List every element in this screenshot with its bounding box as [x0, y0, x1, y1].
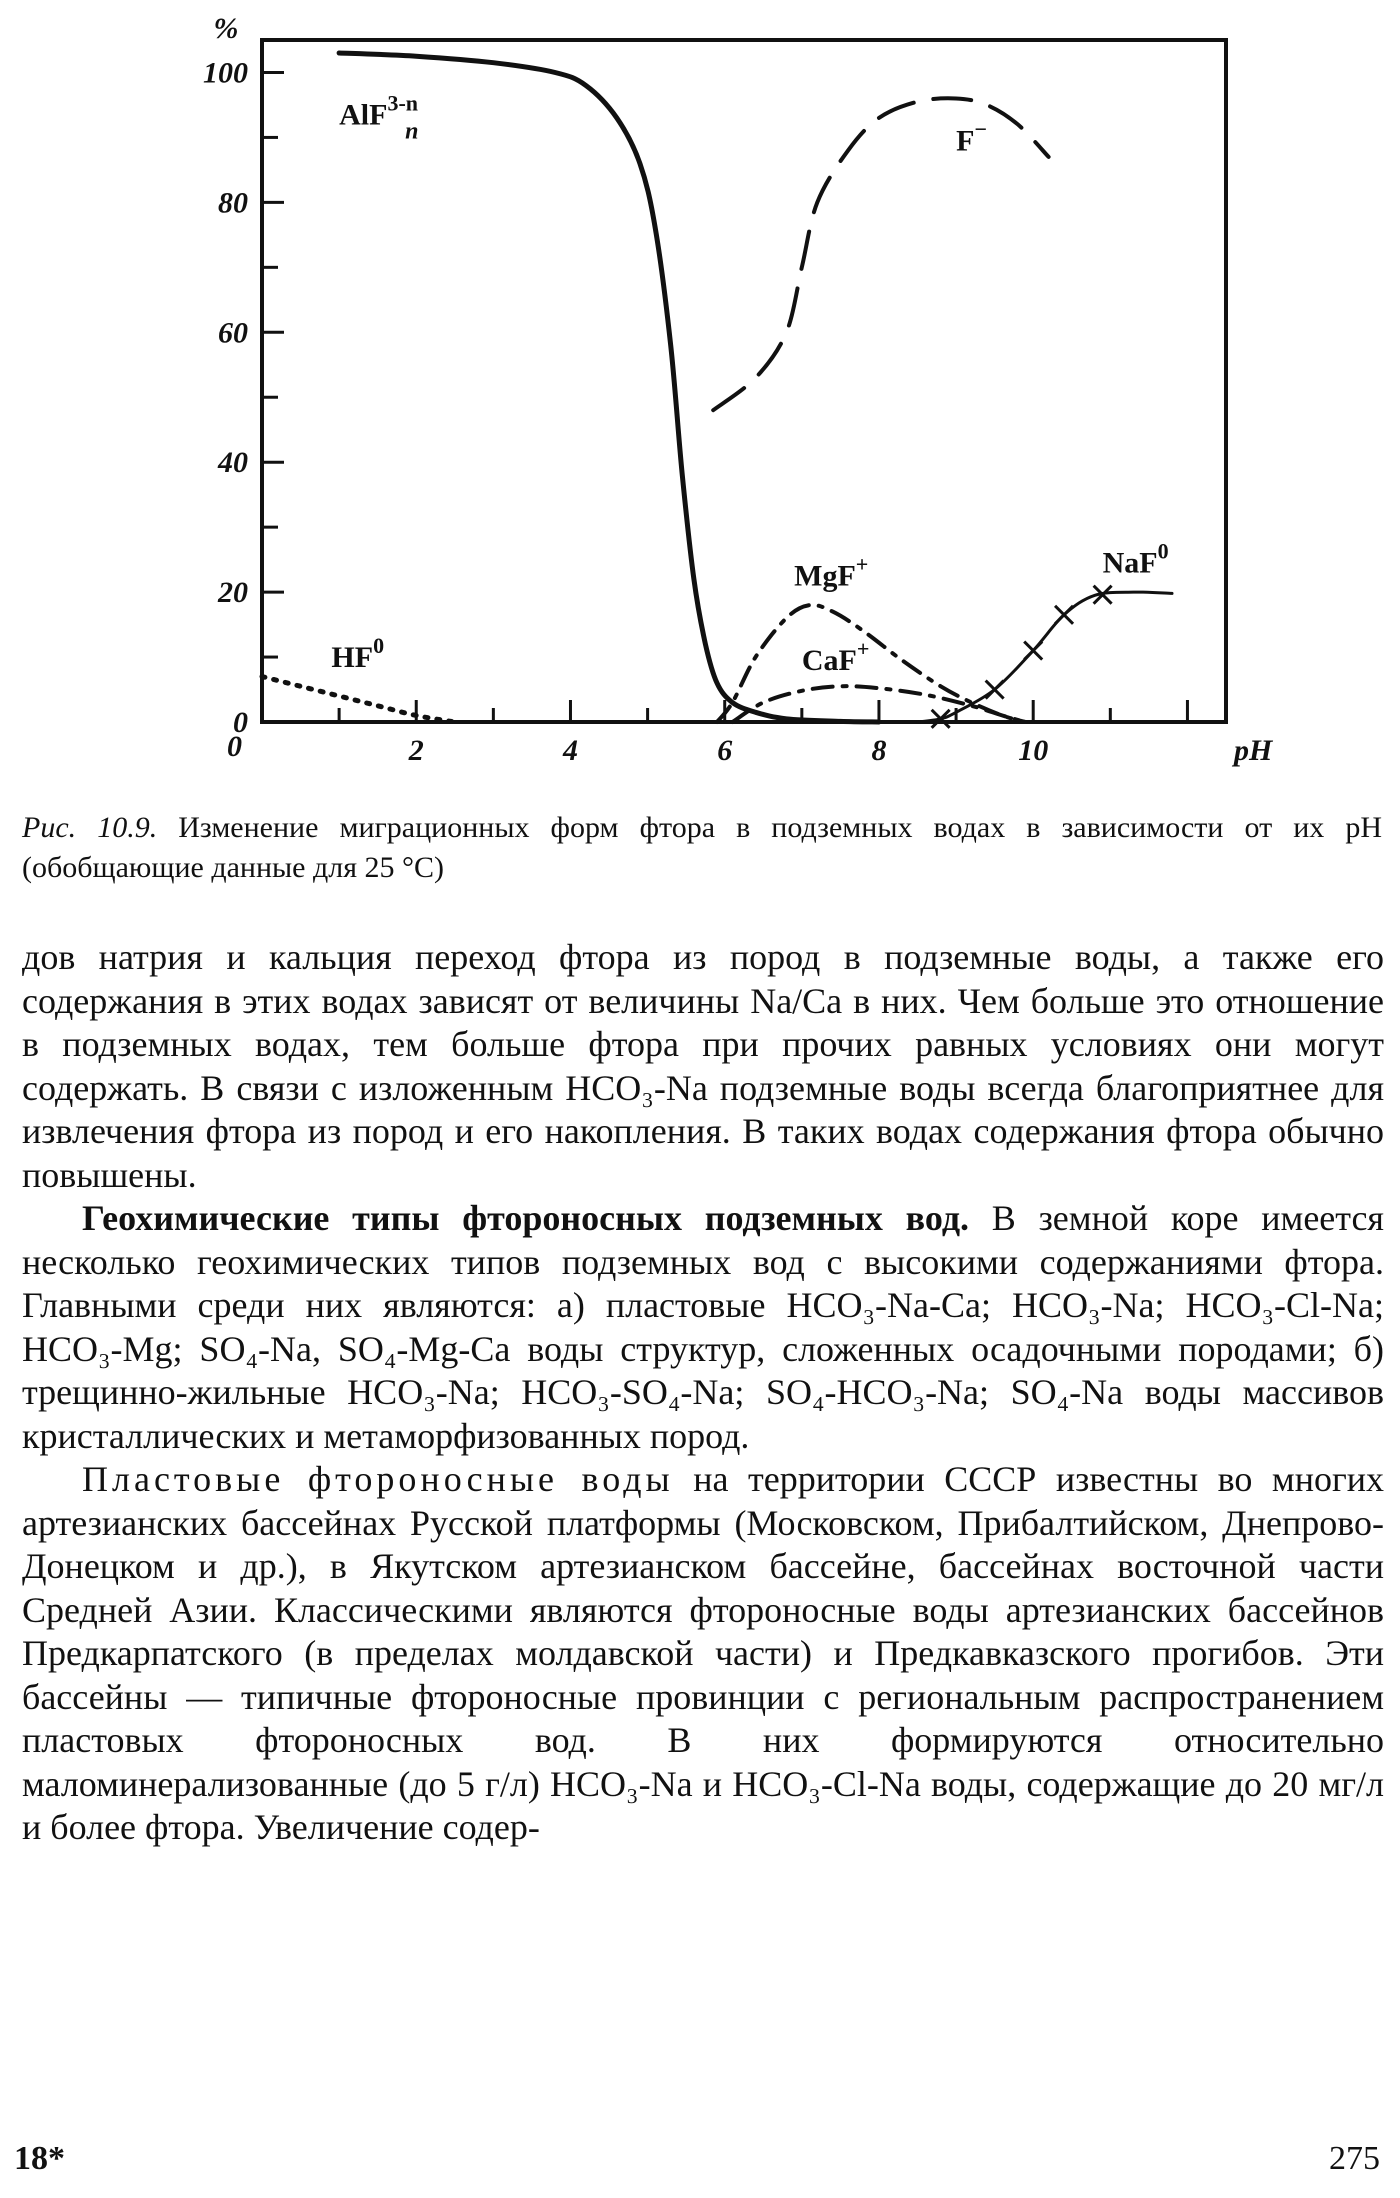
- series-label-3: CaF+: [801, 636, 870, 678]
- paragraph-1-text: дов натрия и кальция переход фтора из пород в подземные воды, а также его содержания в этих водах зависят от величины Na/Ca в них. Чем больше это отношение в подземных водах, тем больше фтора при прочих равных условиях они могут содержать. В связи с изложенным HCO₃-Na подземные воды всегда благоприятнее для извлечения фтора из пород и его накопления. В таких водах содержания фтора обычно повышены.: [22, 937, 1384, 1195]
- x-tick-label: 4: [562, 734, 578, 767]
- figure-caption: [22, 808, 1382, 888]
- paragraph-1: [22, 936, 1384, 1197]
- y-tick-label: 60: [218, 316, 248, 350]
- caption-text: Изменение миграционных форм фтора в подземных водах в зависимости от их pH (обобщающие данные для 25 °С): [22, 811, 1382, 884]
- paragraph-3-heading: Пластовые фтороносные воды: [82, 1459, 674, 1499]
- y-tick-label: 20: [218, 576, 248, 610]
- x-tick-label: 2: [408, 734, 424, 767]
- series-label-1: F−: [956, 116, 987, 158]
- cross-marker: [986, 681, 1004, 699]
- fluorine-forms-chart: [0, 0, 1400, 790]
- page-number: 275: [1329, 2140, 1380, 2177]
- series-line-1: [713, 98, 1048, 410]
- x-tick-label: 8: [871, 734, 887, 767]
- paragraph-2-text: В земной коре имеется несколько геохимических типов подземных вод с высокими содержаниями фтора. Главными среди них являются: а) пластовые HCO₃-Na-Ca; HCO₃-Na; HCO₃-Cl-Na; HCO₃-Mg; SO₄-Na, SO₄-Mg-Ca воды структур, сложенных осадочными породами; б) трещинно-жильные HCO₃-Na; HCO₃-SO₄-Na; SO₄-HCO₃-Na; SO₄-Na воды массивов кристаллических и метаморфизованных пород.: [22, 1198, 1384, 1456]
- origin-label: 0: [227, 730, 242, 763]
- paragraph-2-heading: Геохимические типы фтороносных подземных вод.: [82, 1198, 970, 1238]
- x-tick-label: 6: [717, 734, 733, 767]
- series-line-5: [262, 677, 455, 723]
- series-label-2: MgF+: [794, 551, 869, 593]
- cross-marker: [1024, 642, 1042, 660]
- series-line-0: [339, 53, 879, 722]
- series-line-2: [717, 605, 1026, 722]
- series-label-5: $HF^0$: [331, 632, 385, 674]
- y-tick-label: 80: [218, 186, 248, 220]
- paragraph-3: [22, 1458, 1384, 1850]
- series-label-0: AlF$^{3-n}$ n: [339, 90, 419, 145]
- x-tick-label: 10: [1018, 734, 1049, 767]
- cross-marker: [1055, 606, 1073, 624]
- figure: [0, 0, 1400, 790]
- x-axis-label: pH: [1234, 734, 1273, 767]
- body-text: [22, 936, 1384, 1850]
- paragraph-2: [22, 1197, 1384, 1458]
- series-label-4: NaF$^0$: [1102, 538, 1169, 580]
- y-tick-label: 0: [233, 706, 248, 739]
- signature-mark: 18*: [14, 2140, 65, 2177]
- caption-label: Рис. 10.9.: [22, 811, 158, 844]
- y-tick-label: 40: [218, 446, 248, 480]
- y-tick-label: 100: [203, 56, 248, 90]
- paragraph-3-text: на территории СССР известны во многих артезианских бассейнах Русской платформы (Московском, Прибалтийском, Днепрово-Донецком и др.), в Якутском артезианском бассейне, бассейнах восточной части Средней Азии. Классическими являются фтороносные воды артезианских бассейнов Предкарпатского (в пределах молдавской части) и Предкавказского прогибов. Эти бассейны — типичные фтороносные провинции с региональным распространением пластовых фтороносных вод. В них формируются относительно маломинерализованные (до 5 г/л) HCO₃-Na и HCO₃-Cl-Na воды, содержащие до 20 мг/л и более фтора. Увеличение содер-: [22, 1459, 1384, 1847]
- y-axis-label: %: [213, 12, 239, 45]
